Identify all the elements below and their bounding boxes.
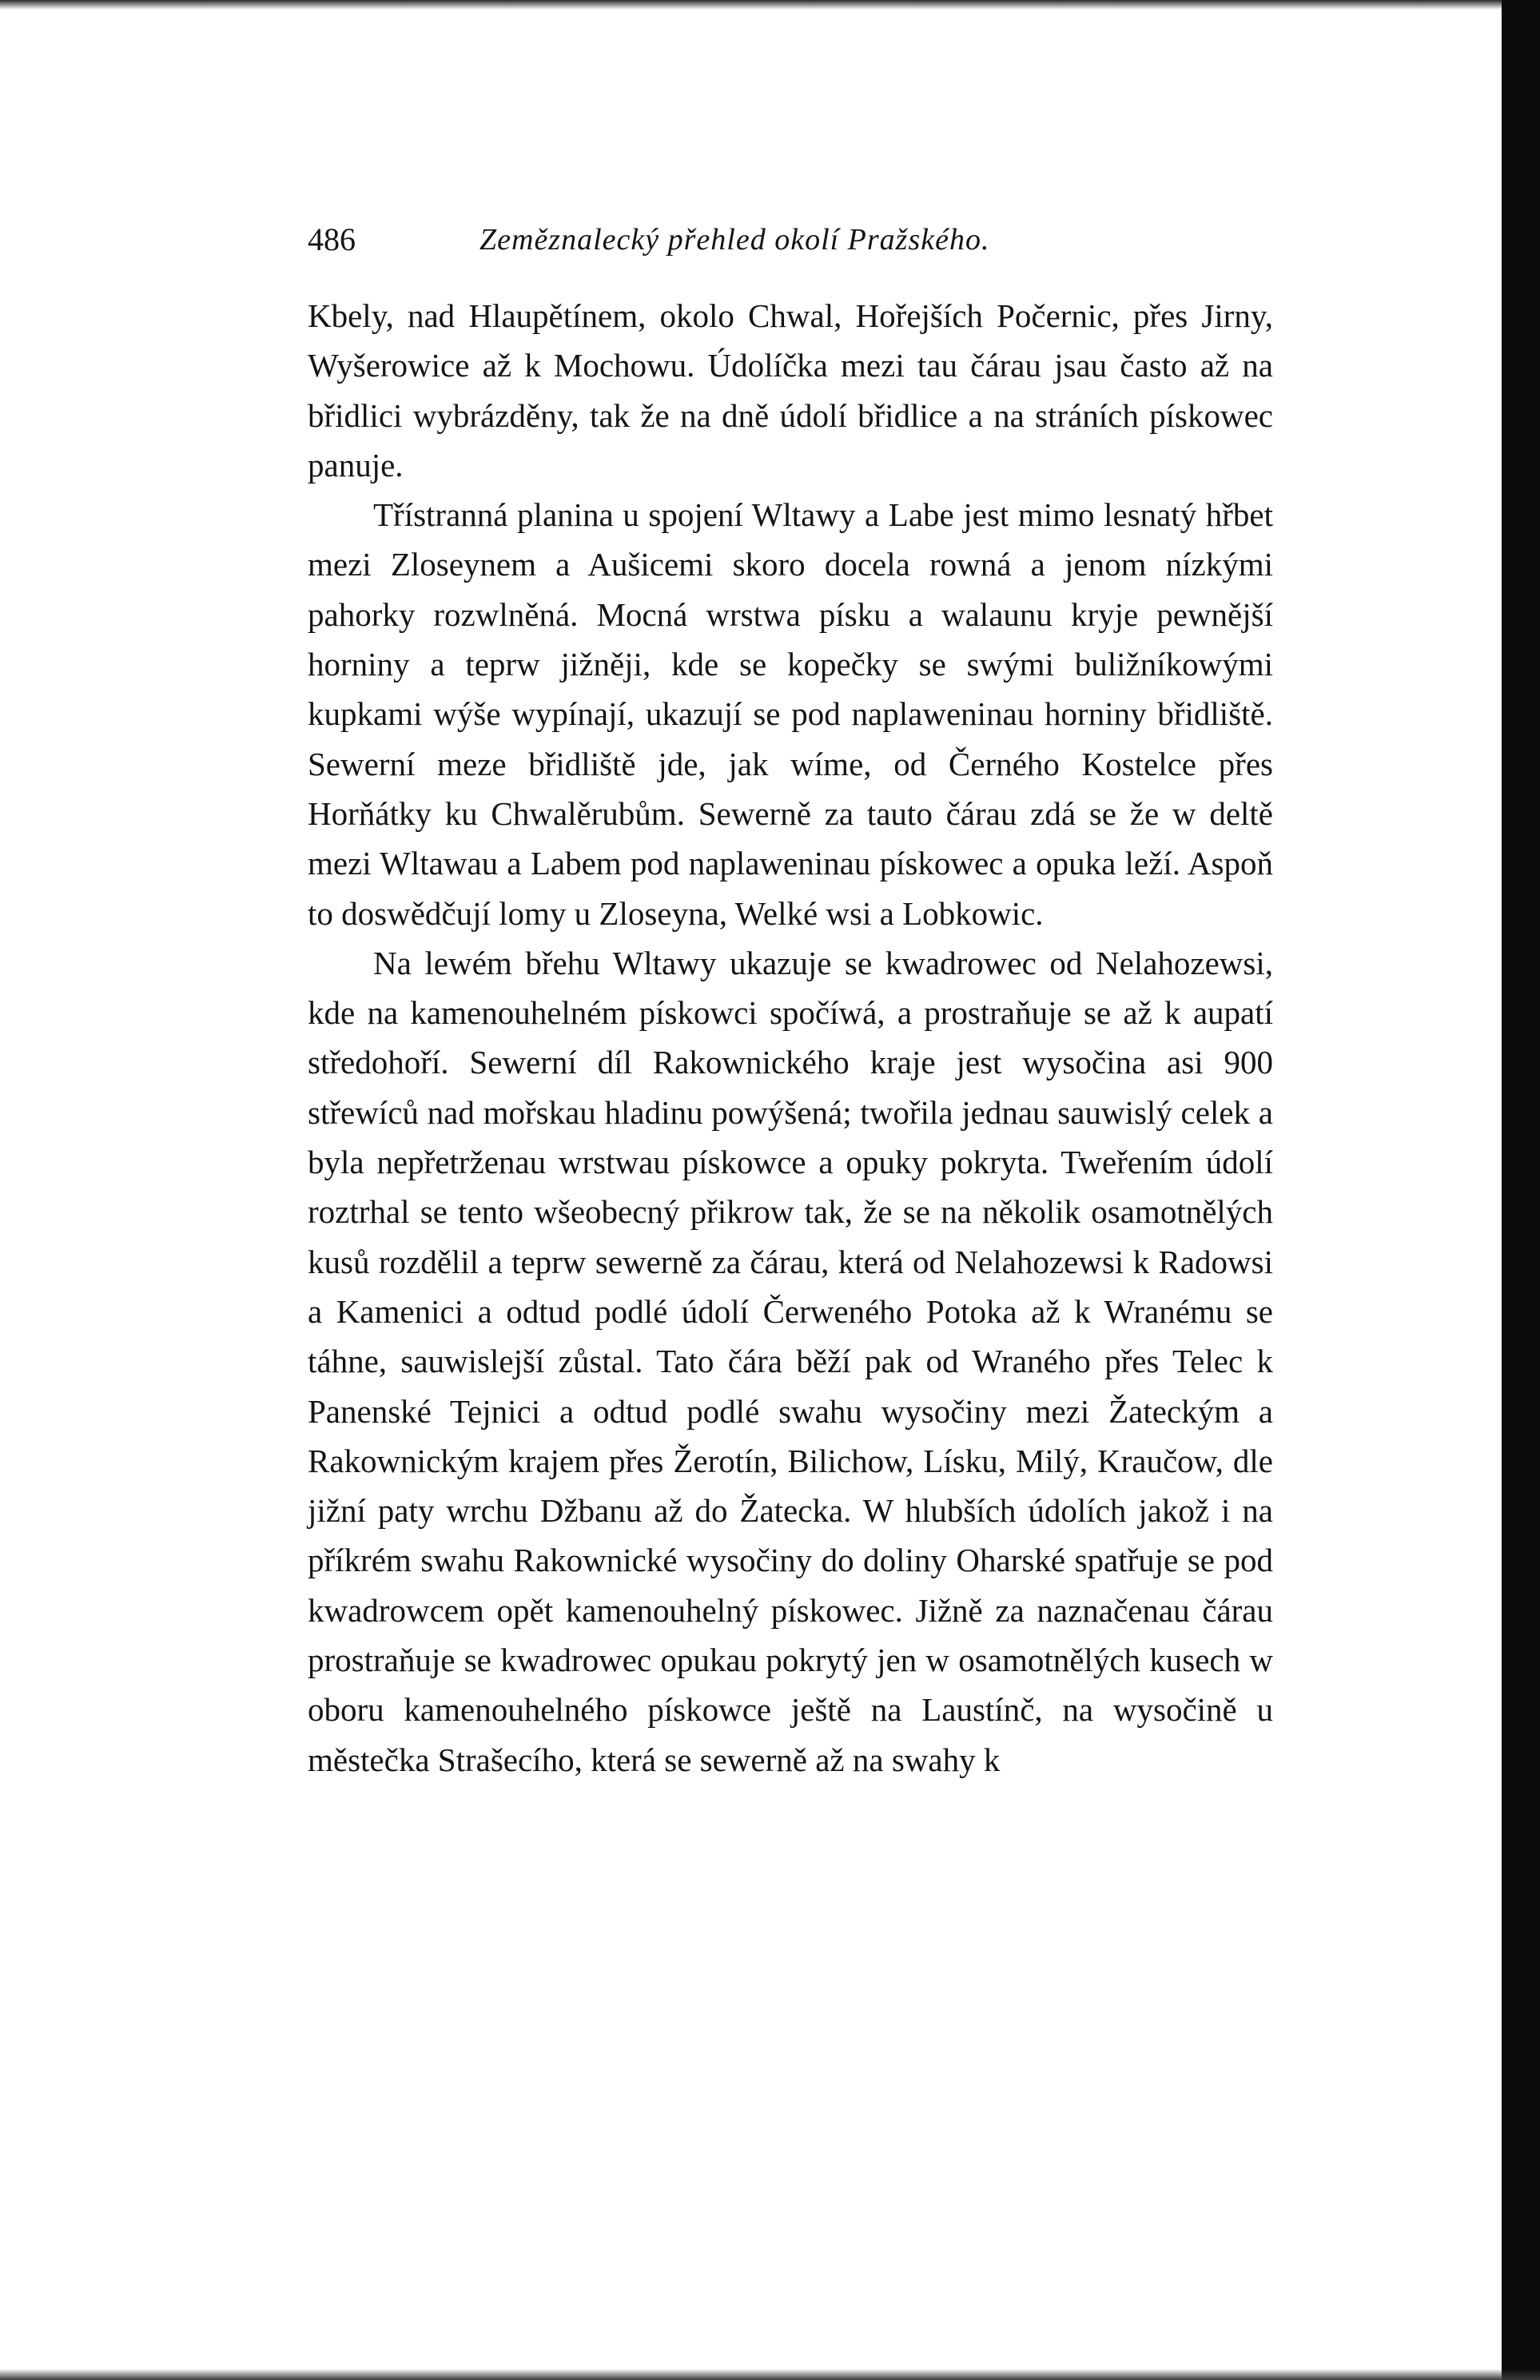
book-page <box>308 216 1273 1785</box>
scan-edge-top <box>0 0 1540 10</box>
page-body <box>308 291 1273 1785</box>
scan-edge-right <box>1502 0 1540 2380</box>
scan-edge-bottom <box>0 2369 1540 2380</box>
page-number: 486 <box>308 221 356 257</box>
page-header <box>308 216 1273 264</box>
paragraph-2: Třístranná planina u spojení Wltawy a Labe jest mimo lesnatý hřbet mezi Zloseynem a Aušicemi skoro docela rowná a jenom nízkými pahorky rozwlněná. Mocná wrstwa písku a walaunu kryje pewnější horniny a teprw jižněji, kde se kopečky se swými buližníkowými kupkami wýše wypínají, ukazují se pod naplaweninau horniny břidliště. Sewerní meze břidliště jde, jak wíme, od Černého Kostelce přes Horňátky ku Chwalěrubům. Sewerně za tauto čárau zdá se že w deltě mezi Wltawau a Labem pod naplaweninau pískowec a opuka leží. Aspoň to doswědčují lomy u Zloseyna, Welké wsi a Lobkowic. <box>308 496 1273 932</box>
paragraph-3: Na lewém břehu Wltawy ukazuje se kwadrowec od Nelahozewsi, kde na kamenouhelném pískowci spočíwá, a prostraňuje se až k aupatí středohoří. Sewerní díl Rakownického kraje jest wysočina asi 900 střewíců nad mořskau hladinu powýšená; twořila jednau sauwislý celek a byla nepřetrženau wrstwau pískowce a opuky pokryta. Tweřením údolí roztrhal se tento wšeobecný přikrow tak, že se na několik osamotnělých kusů rozdělil a teprw sewerně za čárau, která od Nelahozewsi k Radowsi a Kamenici a odtud podlé údolí Čerweného Potoka až k Wranému se táhne, sauwislejší zůstal. Tato čára běží pak od Wraného přes Telec k Panenské Tejnici a odtud podlé swahu wysočiny mezi Žateckým a Rakownickým krajem přes Žerotín, Bilichow, Lísku, Milý, Kraučow, dle jižní paty wrchu Džbanu až do Žatecka. W hlubších údolích jakož i na příkrém swahu Rakownické wysočiny do doliny Oharské spatřuje se pod kwadrowcem opět kamenouhelný pískowec. Jižně za naznačenau čárau prostraňuje se kwadrowec opukau pokrytý jen w osamotnělých kusech w oboru kamenouhelného pískowce ještě na Laustínč, na wysočině u městečka Strašecího, která se sewerně až na swahy k <box>308 944 1273 1778</box>
running-title: Zeměznalecký přehled okolí Pražského. <box>480 223 990 257</box>
paragraph-1: Kbely, nad Hlaupětínem, okolo Chwal, Hořejších Počernic, přes Jirny, Wyšerowice až k Mochowu. Údolíčka mezi tau čárau jsau často až na břidlici wybrázděny, tak že na dně údolí břidlice a na stráních pískowec panuje. <box>308 297 1273 484</box>
